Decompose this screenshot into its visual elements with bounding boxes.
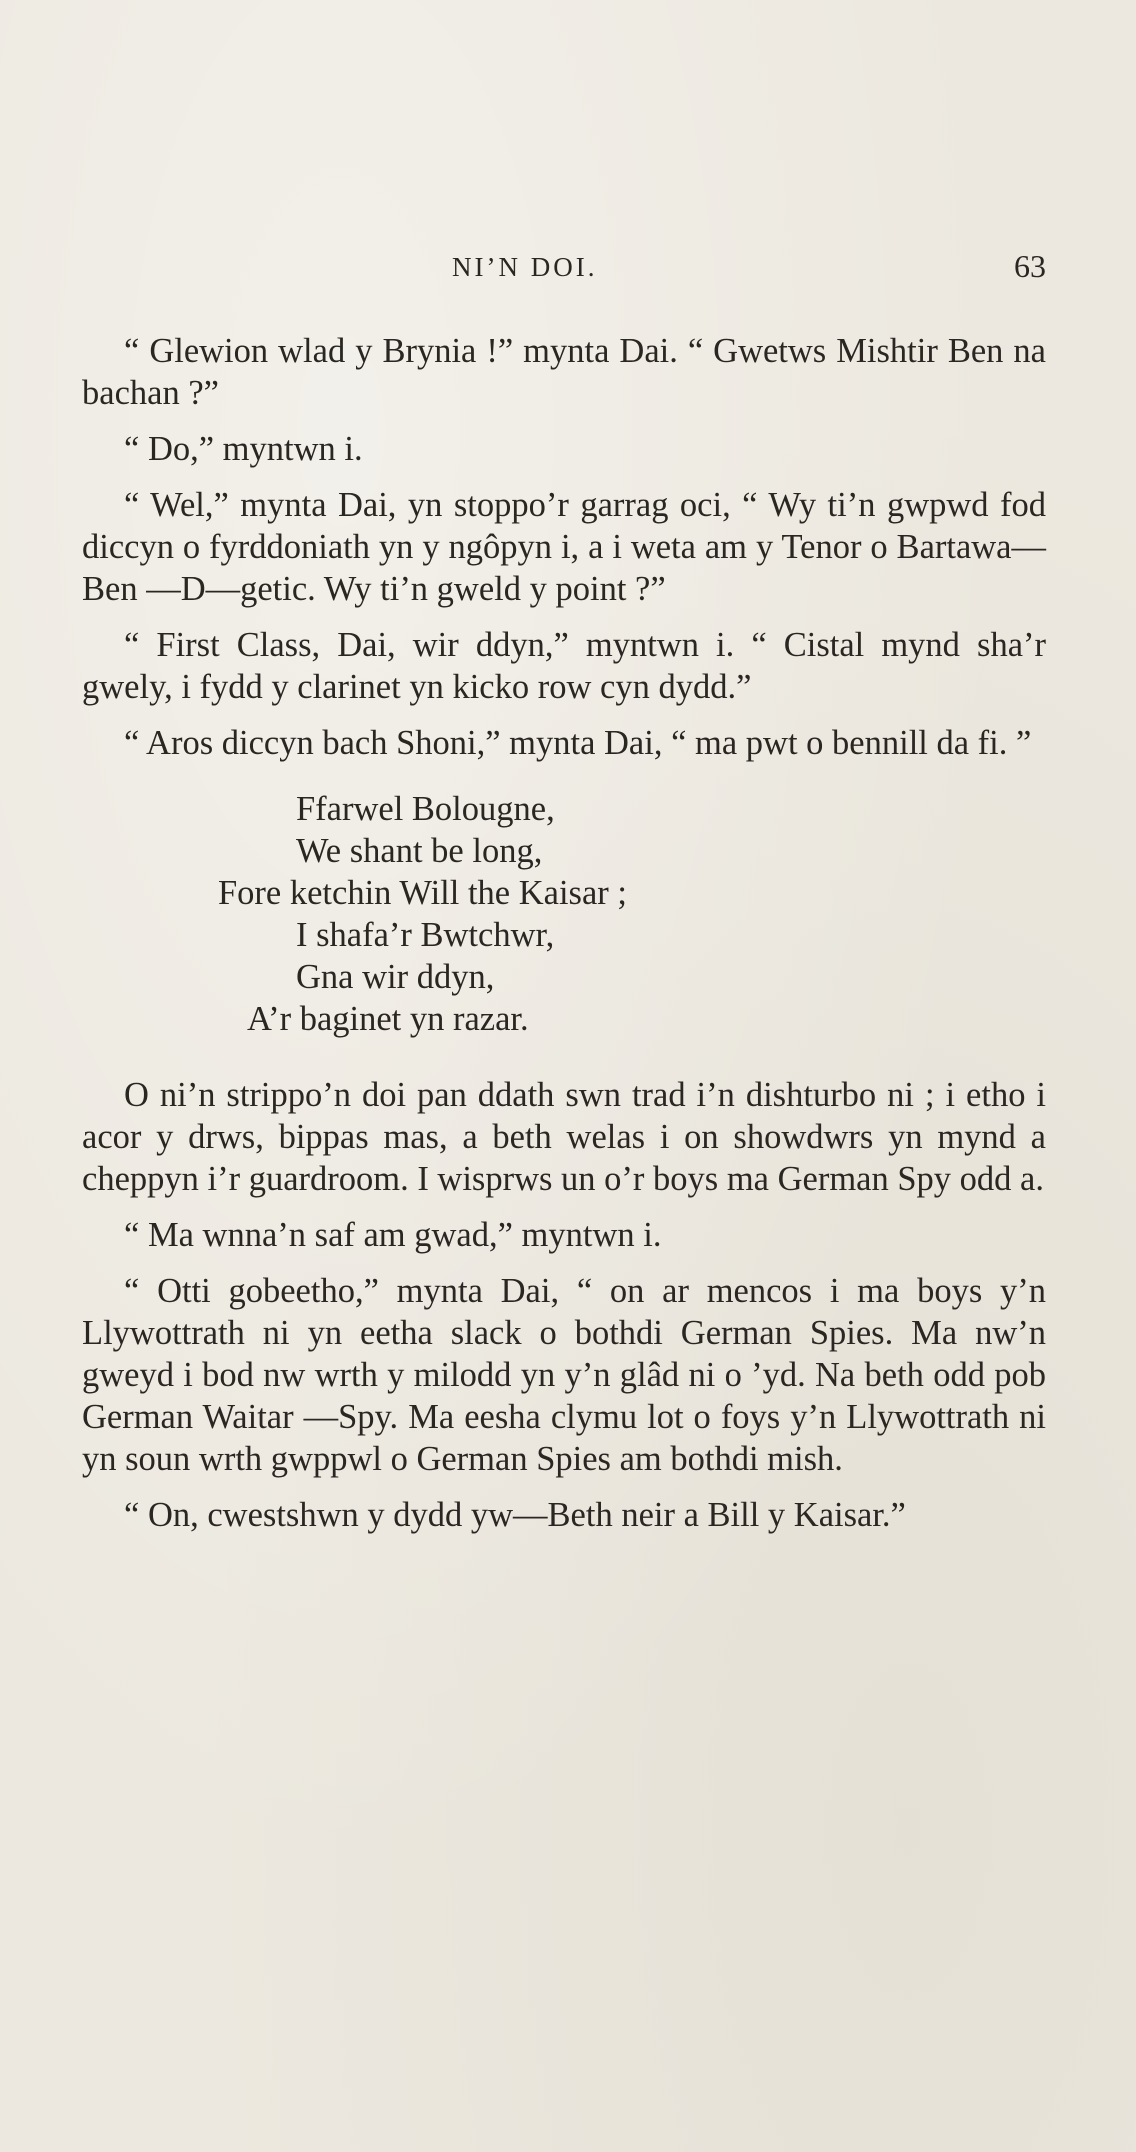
paragraph: “ Do,” myntwn i. [124, 430, 363, 468]
paragraph: “ Glewion wlad y Brynia !” mynta Dai. “ Gwetws Mishtir Ben na bachan ?” [82, 332, 1046, 412]
body-text [82, 330, 1046, 1550]
paragraph: O ni’n strippo’n doi pan ddath swn trad i’n dishturbo ni ; i etho i acor y drws, bippas mas, a beth welas i on showdwrs yn mynd a cheppyn i’r guardroom. I wisprws un o’r boys ma German Spy odd a. [82, 1076, 1046, 1198]
verse-line: Ffarwel Bolougne, [296, 790, 555, 828]
paragraph: “ First Class, Dai, wir ddyn,” myntwn i. “ Cistal mynd sha’r gwely, i fydd y clarinet yn kicko row cyn dydd.” [82, 626, 1046, 706]
verse-line: Gna wir ddyn, [296, 958, 495, 996]
verse-line: We shant be long, [296, 832, 543, 870]
paragraph: “ Otti gobeetho,” mynta Dai, “ on ar mencos i ma boys y’n Llywottrath ni yn eetha slack o bothdi German Spies. Ma nw’n gweyd i bod nw wrth y milodd yn y’n glâd ni o ’yd. Na beth odd pob German Waitar —Spy. Ma eesha clymu lot o foys y’n Llywottrath ni yn soun wrth gwppwl o German Spies am bothdi mish. [82, 1272, 1046, 1478]
running-title: NI’N DOI. [452, 252, 598, 282]
paragraph: “ Aros diccyn bach Shoni,” mynta Dai, “ ma pwt o bennill da fi. ” [124, 724, 1032, 762]
verse-line: A’r baginet yn razar. [247, 1000, 529, 1038]
paragraph: “ Ma wnna’n saf am gwad,” myntwn i. [124, 1216, 662, 1254]
verse-line: I shafa’r Bwtchwr, [296, 916, 555, 954]
paragraph: “ On, cwestshwn y dydd yw—Beth neir a Bill y Kaisar.” [124, 1496, 906, 1534]
verse [82, 788, 1046, 1040]
paragraph: “ Wel,” mynta Dai, yn stoppo’r garrag oci, “ Wy ti’n gwpwd fod diccyn o fyrddoniath yn y ngôpyn i, a i weta am y Tenor o Bartawa—Ben —D—getic. Wy ti’n gweld y point ?” [82, 486, 1046, 608]
page-header [82, 248, 1046, 292]
verse-line: Fore ketchin Will the Kaisar ; [218, 874, 627, 912]
page-number: 63 [1014, 248, 1046, 284]
